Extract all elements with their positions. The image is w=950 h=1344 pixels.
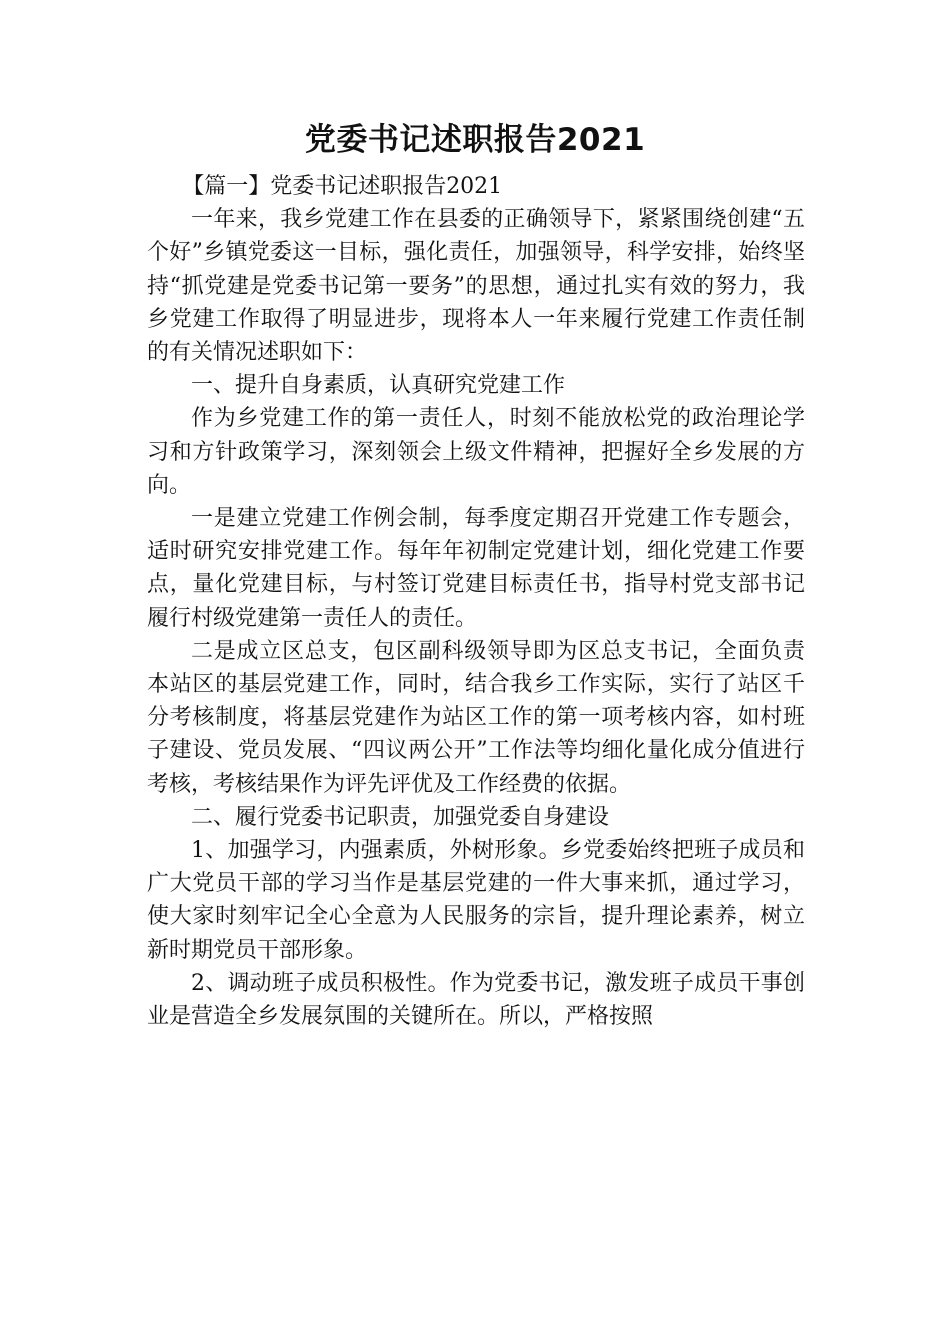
heading-section-2: 二、履行党委书记职责，加强党委自身建设 <box>191 804 610 830</box>
document-title: 党委书记述职报告2021 <box>304 122 646 158</box>
paragraph-intro: 一年来，我乡党建工作在县委的正确领导下，紧紧围绕创建“五个好”乡镇党委这一目标，强化责任，加强领导，科学安排，始终坚持“抓党建是党委书记第一要务”的思想，通过扎实有效的努力，我乡党建工作取得了明显进步，现将本人一年来履行党建工作责任制的有关情况述职如下： <box>147 207 805 366</box>
section-subtitle: 【篇一】党委书记述职报告2021 <box>182 174 503 199</box>
paragraph: 一是建立党建工作例会制，每季度定期召开党建工作专题会，适时研究安排党建工作。每年年初制定党建计划，细化党建工作要点，量化党建目标，与村签订党建目标责任书，指导村党支部书记履行村级党建第一责任人的责任。 <box>147 506 805 631</box>
paragraph: 1、加强学习，内强素质，外树形象。乡党委始终把班子成员和广大党员干部的学习当作是基层党建的一件大事来抓，通过学习，使大家时刻牢记全心全意为人民服务的宗旨，提升理论素养，树立新时期党员干部形象。 <box>147 838 805 963</box>
paragraph: 作为乡党建工作的第一责任人，时刻不能放松党的政治理论学习和方针政策学习，深刻领会上级文件精神，把握好全乡发展的方向。 <box>147 406 805 498</box>
paragraph: 2、调动班子成员积极性。作为党委书记，激发班子成员干事创业是营造全乡发展氛围的关键所在。所以，严格按照 <box>147 970 805 1030</box>
heading-section-1: 一、提升自身素质，认真研究党建工作 <box>191 373 566 399</box>
paragraph: 二是成立区总支，包区副科级领导即为区总支书记，全面负责本站区的基层党建工作，同时，结合我乡工作实际，实行了站区千分考核制度，将基层党建作为站区工作的第一项考核内容，如村班子建设、党员发展、“四议两公开”工作法等均细化量化成分值进行考核，考核结果作为评先评优及工作经费的依据。 <box>147 638 805 797</box>
document-body <box>147 170 805 1033</box>
